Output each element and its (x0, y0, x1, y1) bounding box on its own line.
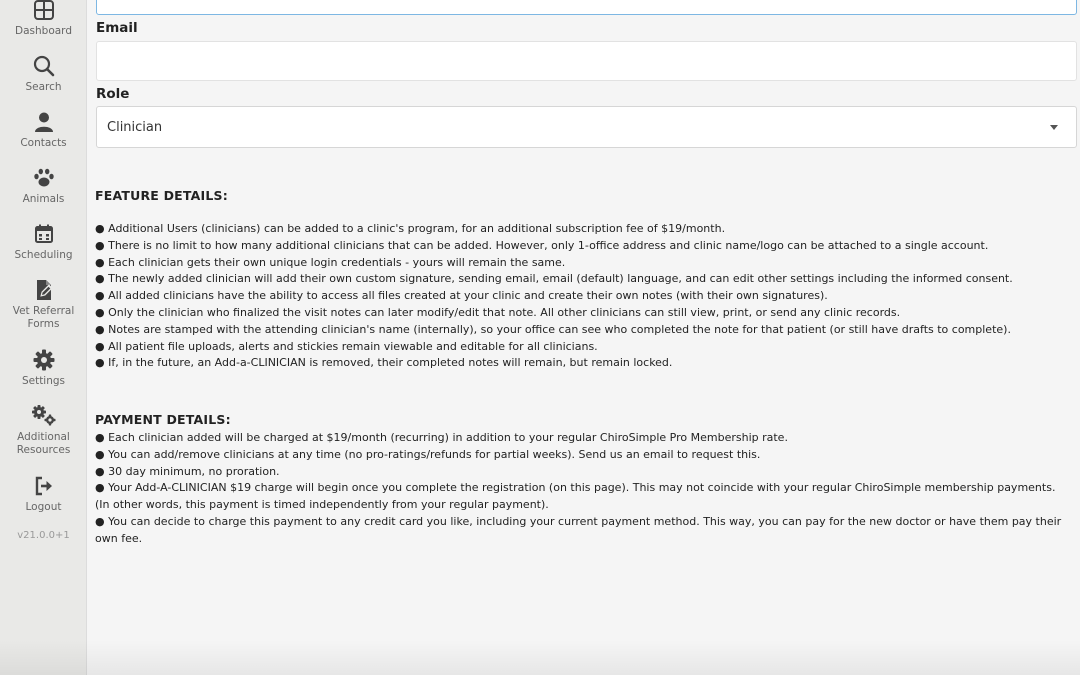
role-label: Role (96, 86, 130, 102)
sidebar-item-label: Scheduling (14, 249, 73, 261)
list-item: ● All patient file uploads, alerts and stickies remain viewable and editable for all clinicians. (95, 339, 1070, 356)
sidebar-item-label: Contacts (20, 137, 67, 149)
paw-icon (32, 166, 56, 190)
list-item: ● Additional Users (clinicians) can be added to a clinic's program, for an additional subscription fee of $19/month. (95, 221, 1070, 238)
list-item: ● The newly added clinician will add their own custom signature, sending email, email (default) language, and can edit other settings including the informed consent. (95, 271, 1070, 288)
sidebar-item-label: Additional Resources (16, 431, 71, 456)
main-content (87, 0, 1080, 675)
person-icon (32, 110, 56, 134)
calendar-icon (32, 222, 56, 246)
sidebar-item-logout[interactable] (0, 474, 87, 514)
sidebar-item-label: Animals (22, 193, 65, 205)
sidebar-item-settings[interactable] (0, 348, 87, 388)
sidebar-item-scheduling[interactable] (0, 222, 87, 262)
gears-icon (30, 404, 58, 428)
feature-details-list (95, 221, 1070, 372)
sidebar-item-additional-resources[interactable] (0, 404, 87, 457)
sidebar-item-label: Vet Referral Forms (12, 305, 75, 330)
list-item: ● You can add/remove clinicians at any time (no pro-ratings/refunds for partial weeks). Send us an email to request this. (95, 447, 1070, 464)
gear-icon (32, 348, 56, 372)
list-item: ● You can decide to charge this payment to any credit card you like, including your current payment method. This way, you can pay for the new doctor or have them pay their own fee. (95, 514, 1070, 548)
payment-details-list (95, 430, 1070, 548)
sidebar-item-animals[interactable] (0, 166, 87, 206)
list-item: ● There is no limit to how many additional clinicians that can be added. However, only 1-office address and clinic name/logo can be attached to a single account. (95, 238, 1070, 255)
pen-file-icon (32, 278, 56, 302)
sidebar-item-label: Logout (25, 501, 62, 513)
sidebar-item-dashboard[interactable] (0, 0, 87, 38)
search-icon (32, 54, 56, 78)
previous-field-input[interactable] (96, 0, 1077, 15)
dashboard-icon (32, 0, 56, 22)
payment-details-heading: PAYMENT DETAILS: (95, 412, 231, 427)
list-item: ● Only the clinician who finalized the visit notes can later modify/edit that note. All other clinicians can still view, print, or send any clinic records. (95, 305, 1070, 322)
list-item: ● 30 day minimum, no proration. (95, 464, 1070, 481)
sidebar-item-search[interactable] (0, 54, 87, 94)
sidebar-item-contacts[interactable] (0, 110, 87, 150)
list-item: ● Notes are stamped with the attending clinician's name (internally), so your office can see who completed the note for that patient (or still have drafts to complete). (95, 322, 1070, 339)
list-item: ● If, in the future, an Add-a-CLINICIAN is removed, their completed notes will remain, but remain locked. (95, 355, 1070, 372)
list-item: ● All added clinicians have the ability to access all files created at your clinic and create their own notes (with their own signatures). (95, 288, 1070, 305)
list-item: ● Your Add-A-CLINICIAN $19 charge will begin once you complete the registration (on this page). This may not coincide with your regular ChiroSimple membership payments. (In other words, this payment is timed independently from your regular payment). (95, 480, 1070, 514)
sidebar-item-label: Search (25, 81, 62, 93)
role-select-value: Clinician (107, 119, 163, 135)
sidebar-item-label: Settings (21, 375, 66, 387)
caret-down-icon (1050, 125, 1058, 130)
sidebar-item-label: Dashboard (15, 25, 72, 37)
list-item: ● Each clinician added will be charged at $19/month (recurring) in addition to your regular ChiroSimple Pro Membership rate. (95, 430, 1070, 447)
email-label: Email (96, 20, 138, 36)
sidebar (0, 0, 87, 675)
role-select[interactable] (96, 106, 1077, 148)
list-item: ● Each clinician gets their own unique login credentials - yours will remain the same. (95, 255, 1070, 272)
logout-icon (32, 474, 56, 498)
email-field[interactable] (96, 41, 1077, 81)
sidebar-item-vet-referral-forms[interactable] (0, 278, 87, 331)
version-label: v21.0.0+1 (17, 530, 70, 541)
feature-details-heading: FEATURE DETAILS: (95, 188, 228, 203)
